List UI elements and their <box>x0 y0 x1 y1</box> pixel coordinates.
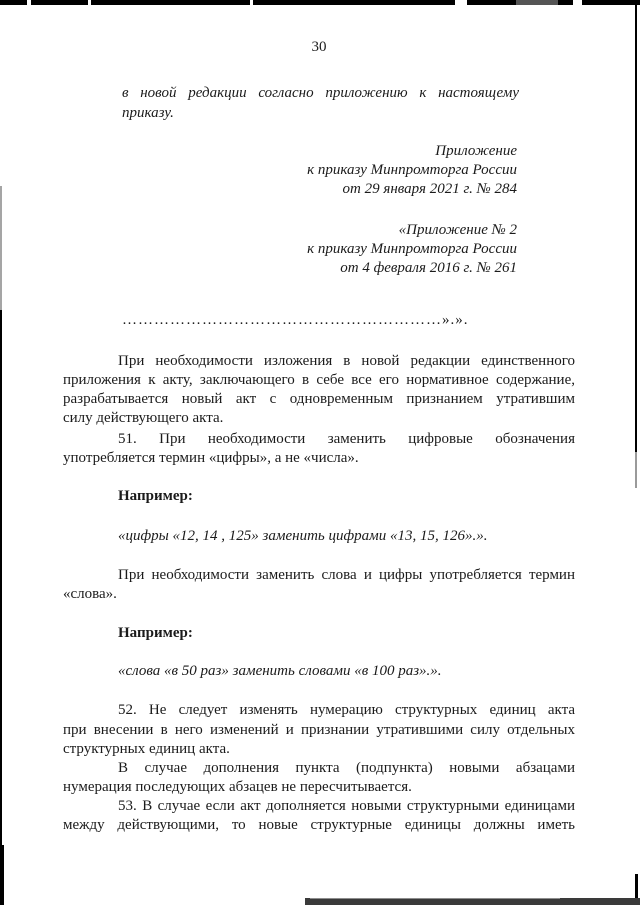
paragraph-line: структурных единиц акта. <box>63 741 230 757</box>
appendix-ref-line: Приложение <box>435 143 517 159</box>
appendix-ref-line: «Приложение № 2 <box>398 222 517 238</box>
scan-border-left-thick <box>0 845 4 905</box>
paragraph-line: силу действующего акта. <box>63 410 224 426</box>
quote-line: приказу. <box>122 105 174 121</box>
page-content <box>63 0 575 905</box>
paragraph-line: между действующими, то новые структурные единицы должны иметь <box>63 817 575 833</box>
example-line: «цифры «12, 14 , 125» заменить цифрами «13, 15, 126».». <box>118 528 488 544</box>
paragraph-line: При необходимости изложения в новой редакции единственного <box>118 353 575 369</box>
paragraph-line: при внесении в него изменений и признании утратившими силу отдельных <box>63 722 575 738</box>
paragraph-line: приложения к акту, заключающего в себе все его нормативное содержание, <box>63 372 575 388</box>
appendix-ref-line: к приказу Минпромторга России <box>307 241 517 257</box>
scan-border-left <box>0 310 2 905</box>
paragraph-line: «слова». <box>63 586 117 602</box>
quote-line: в новой редакции согласно приложению к настоящему <box>122 85 519 101</box>
scan-border-right <box>635 0 637 452</box>
paragraph-line: В случае дополнения пункта (подпункта) новыми абзацами <box>118 760 575 776</box>
page-number: 30 <box>311 39 327 55</box>
paragraph-line: 52. Не следует изменять нумерацию структурных единиц акта <box>118 702 575 718</box>
example-heading: Например: <box>118 488 193 504</box>
appendix-ref-line: к приказу Минпромторга России <box>307 162 517 178</box>
paragraph-line: 51. При необходимости заменить цифровые обозначения <box>118 431 575 447</box>
appendix-ref-line: от 4 февраля 2016 г. № 261 <box>340 260 517 276</box>
example-heading: Например: <box>118 625 193 641</box>
scan-border-right-faded <box>635 452 637 488</box>
paragraph-line: 53. В случае если акт дополняется новыми структурными единицами <box>118 798 575 814</box>
appendix-ref-line: от 29 января 2021 г. № 284 <box>342 181 517 197</box>
scan-border-right-bottom <box>635 874 638 900</box>
paragraph-line: При необходимости заменить слова и цифры употребляется термин <box>118 567 575 583</box>
scan-border-left-faded <box>0 186 2 310</box>
scan-border-top-gap <box>27 0 31 5</box>
paragraph-line: нумерация последующих абзацев не пересчитывается. <box>63 779 412 795</box>
example-line: «слова «в 50 раз» заменить словами «в 100 раз».». <box>118 663 442 679</box>
ellipsis-line: ……………………………………………………».». <box>122 312 469 328</box>
paragraph-line: разрабатывается новый акт с одновременным признанием утратившим <box>63 391 575 407</box>
paragraph-line: употребляется термин «цифры», а не «числа». <box>63 450 359 466</box>
